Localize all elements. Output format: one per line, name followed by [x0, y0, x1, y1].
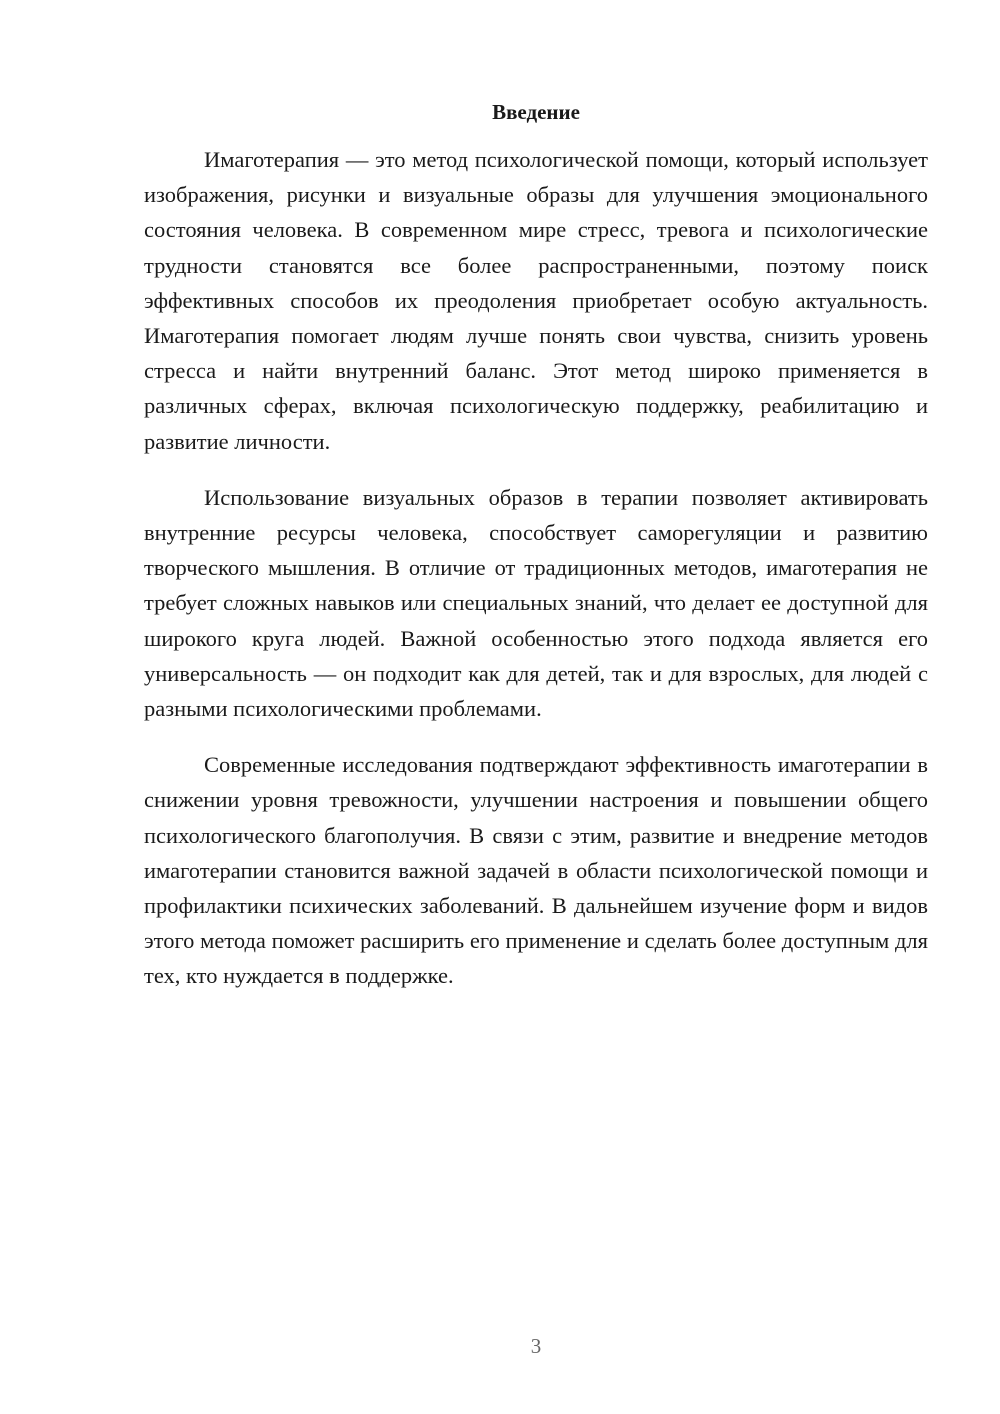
section-heading: Введение [492, 100, 580, 124]
page-number: 3 [530, 1334, 542, 1358]
paragraph-2: Использование визуальных образов в терапии позволяет активировать внутренние ресурсы человека, способствует саморегуляции и развитию творческого мышления. В отличие от традиционных методов, имаготерапия не требует сложных навыков или специальных знаний, что делает ее доступной для широкого круга людей. Важной особенностью этого подхода является его универсальность — он подходит как для детей, так и для взрослых, для людей с разными психологическими проблемами. [144, 484, 928, 722]
document-body [144, 142, 928, 1015]
paragraph-1: Имаготерапия — это метод психологической помощи, который использует изображения, рисунки и визуальные образы для улучшения эмоционального состояния человека. В современном мире стресс, тревога и психологические трудности становятся все более распространенными, поэтому поиск эффективных способов их преодоления приобретает особую актуальность. Имаготерапия помогает людям лучше понять свои чувства, снизить уровень стресса и найти внутренний баланс. Этот метод широко применяется в различных сферах, включая психологическую поддержку, реабилитацию и развитие личности. [144, 147, 928, 454]
paragraph-3: Современные исследования подтверждают эффективность имаготерапии в снижении уровня тревожности, улучшении настроения и повышении общего психологического благополучия. В связи с этим, развитие и внедрение методов имаготерапии становится важной задачей в области психологической помощи и профилактики психических заболеваний. В дальнейшем изучение форм и видов этого метода поможет расширить его применение и сделать более доступным для тех, кто нуждается в поддержке. [144, 752, 928, 989]
